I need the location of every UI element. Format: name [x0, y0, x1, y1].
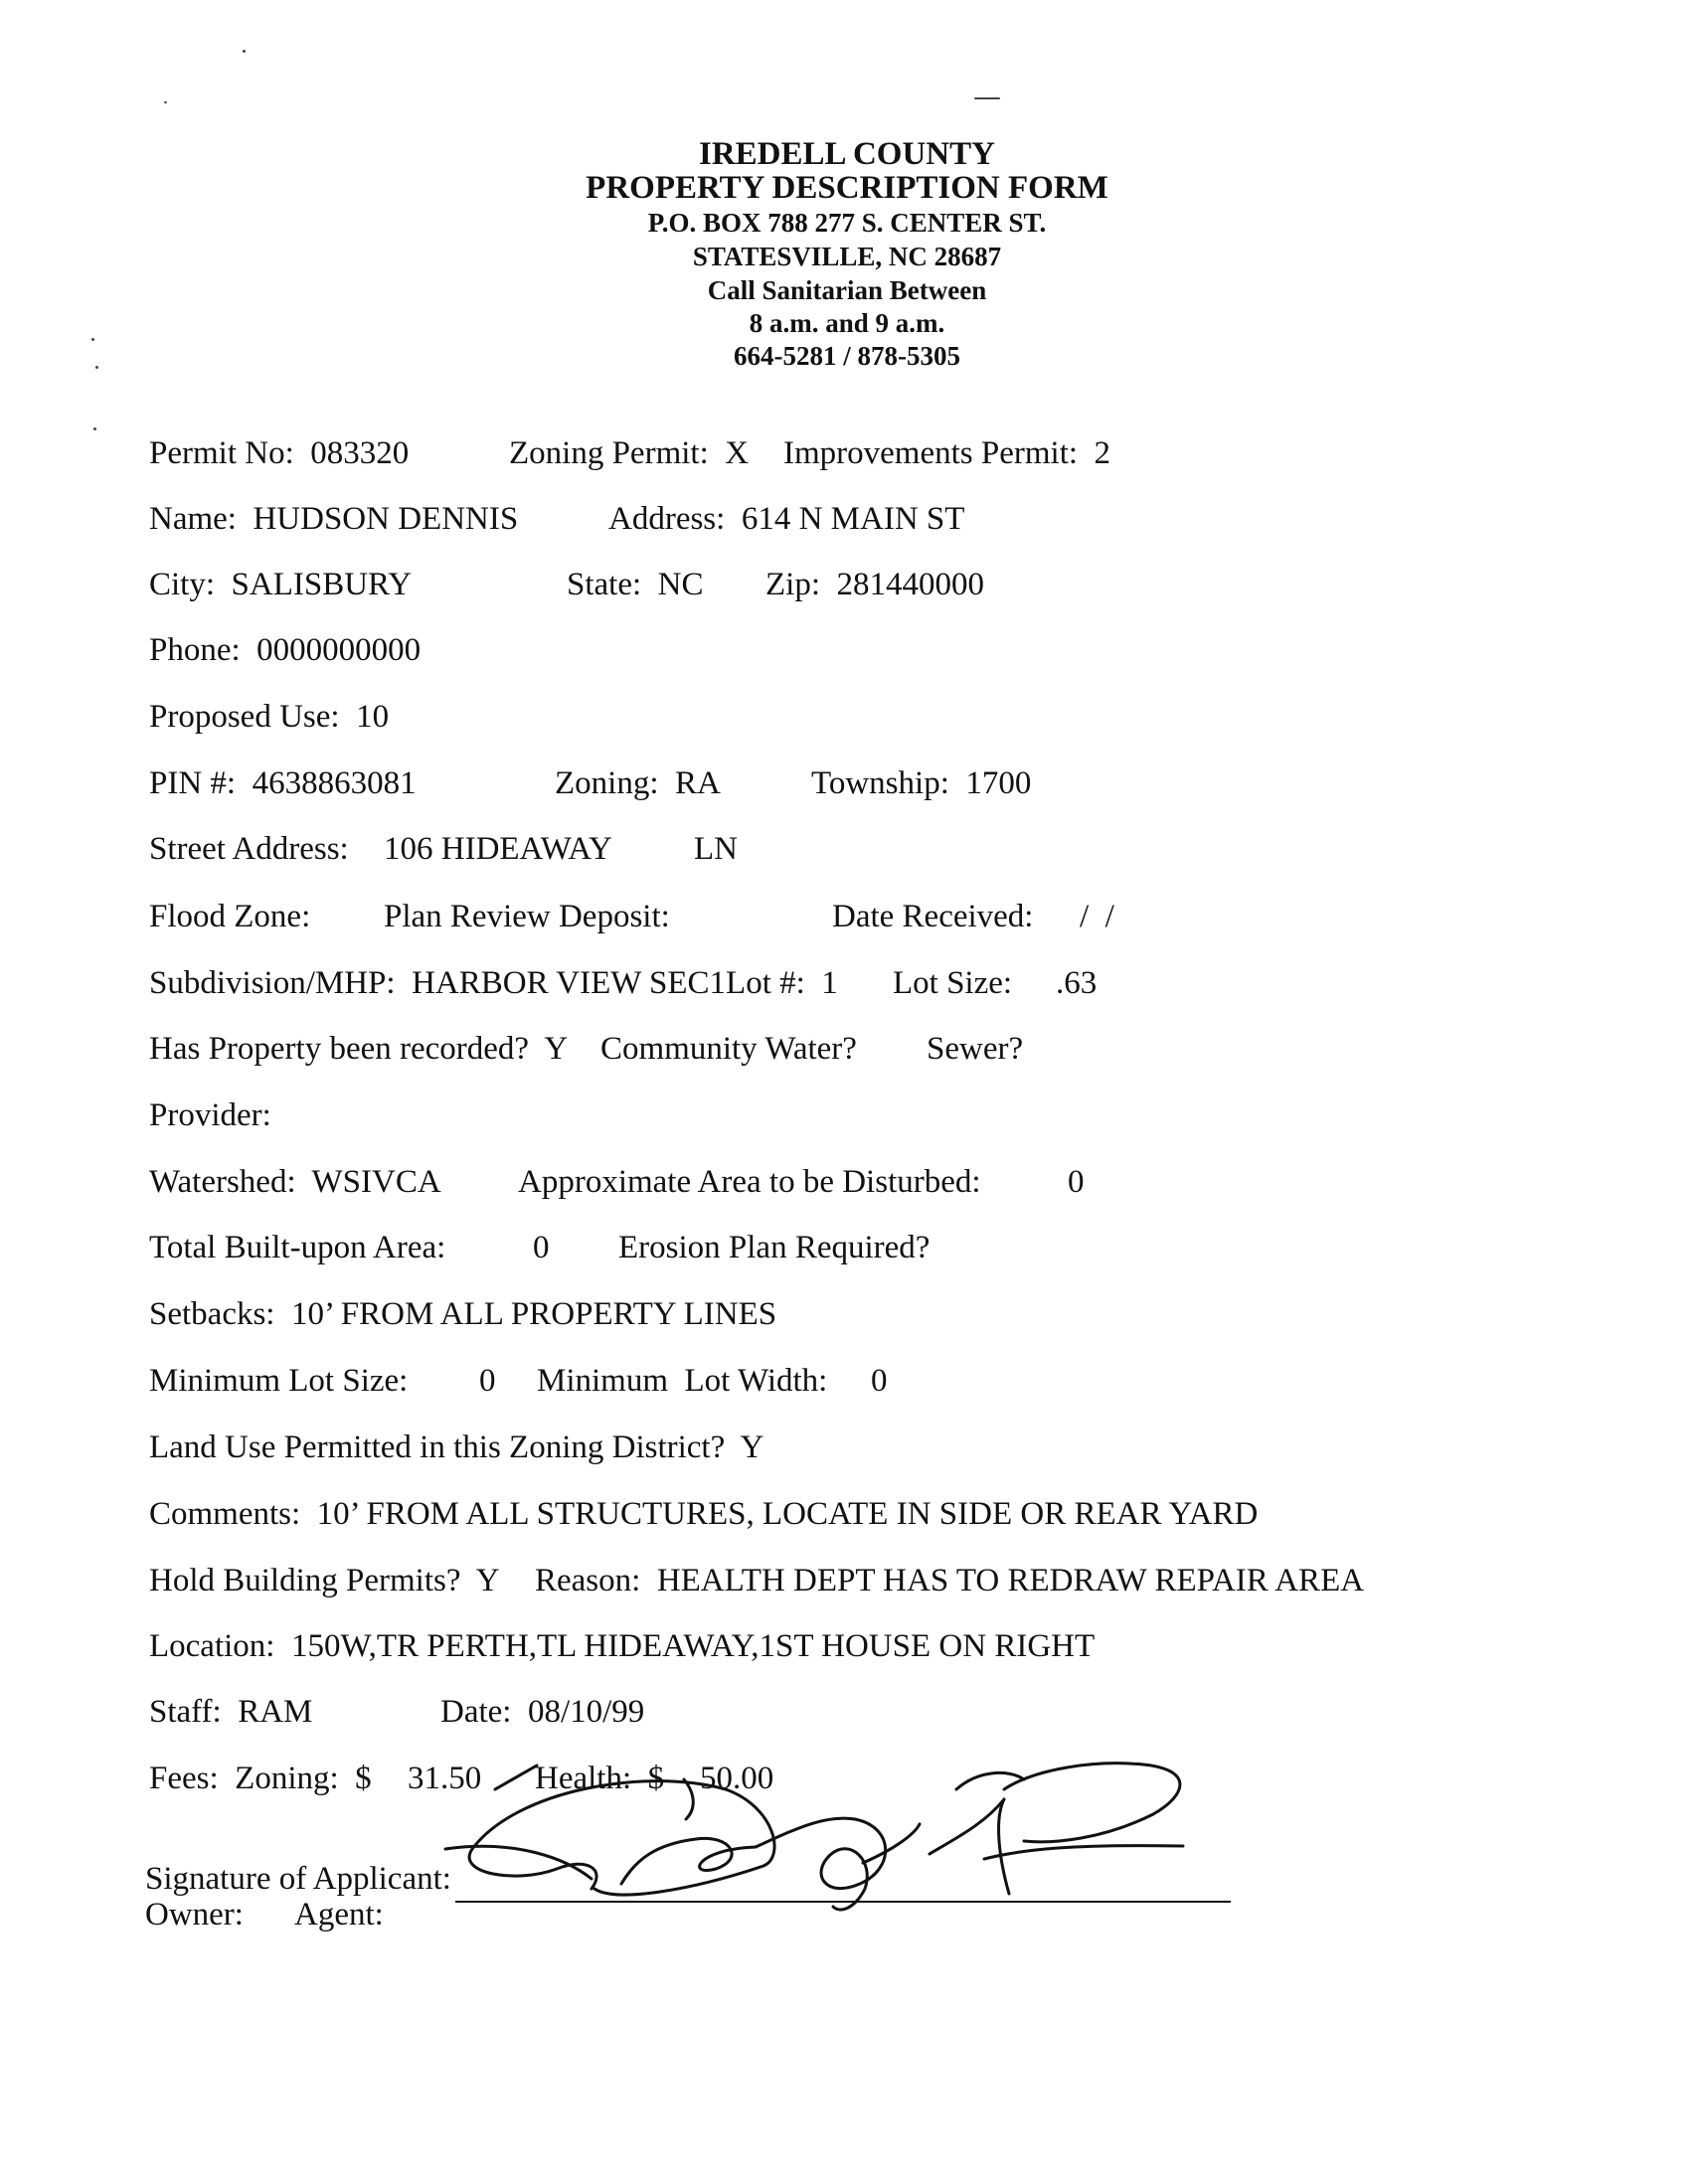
- permit-number: Permit No: 083320: [149, 435, 410, 471]
- land-use-permitted: Land Use Permitted in this Zoning District? Y: [149, 1429, 764, 1465]
- form-title: PROPERTY DESCRIPTION FORM: [586, 170, 1108, 206]
- built-upon-value: 0: [533, 1230, 550, 1265]
- staff: Staff: RAM: [149, 1694, 313, 1730]
- property-recorded: Has Property been recorded? Y: [149, 1031, 569, 1067]
- zoning-district: Zoning: RA: [555, 765, 721, 801]
- plan-review-deposit: Plan Review Deposit:: [384, 899, 670, 934]
- subdivision-lot: Subdivision/MHP: HARBOR VIEW SEC1Lot #: 1: [149, 965, 838, 1001]
- pin-number: PIN #: 4638863081: [149, 765, 417, 801]
- hold-building-permits: Hold Building Permits? Y: [149, 1563, 500, 1598]
- applicant-zip: Zip: 281440000: [765, 567, 984, 602]
- setbacks: Setbacks: 10’ FROM ALL PROPERTY LINES: [149, 1296, 777, 1332]
- street-address-value: 106 HIDEAWAY: [384, 831, 612, 867]
- signature-label: Signature of Applicant:: [145, 1861, 451, 1897]
- min-lot-width-label: Minimum Lot Width:: [537, 1363, 828, 1399]
- date-received-label: Date Received:: [832, 899, 1034, 934]
- call-instructions: Call Sanitarian Between: [707, 275, 987, 305]
- applicant-state: State: NC: [567, 567, 704, 602]
- office-address: P.O. BOX 788 277 S. CENTER ST.: [647, 208, 1047, 238]
- street-suffix: LN: [694, 831, 738, 867]
- fees-zoning-label: Fees: Zoning: $: [149, 1761, 372, 1796]
- location: Location: 150W,TR PERTH,TL HIDEAWAY,1ST HOUSE ON RIGHT: [149, 1628, 1096, 1664]
- community-water: Community Water?: [600, 1031, 857, 1067]
- sewer: Sewer?: [927, 1031, 1024, 1067]
- office-city: STATESVILLE, NC 28687: [692, 242, 1002, 271]
- proposed-use: Proposed Use: 10: [149, 699, 390, 735]
- area-disturbed-value: 0: [1068, 1164, 1085, 1200]
- owner-label: Owner:: [145, 1897, 244, 1932]
- min-lot-size-label: Minimum Lot Size:: [149, 1363, 409, 1399]
- call-hours: 8 a.m. and 9 a.m.: [749, 308, 945, 338]
- lot-size-label: Lot Size:: [893, 965, 1013, 1001]
- fees-zoning-value: 31.50: [408, 1761, 482, 1796]
- watershed: Watershed: WSIVCA: [149, 1164, 441, 1200]
- scan-speck: [974, 97, 1000, 99]
- improvements-permit: Improvements Permit: 2: [783, 435, 1111, 471]
- comments: Comments: 10’ FROM ALL STRUCTURES, LOCATE IN SIDE OR REAR YARD: [149, 1496, 1259, 1532]
- date-received-value: / /: [1080, 899, 1114, 934]
- zoning-permit: Zoning Permit: X: [509, 435, 750, 471]
- flood-zone: Flood Zone:: [149, 899, 311, 934]
- applicant-phone: Phone: 0000000000: [149, 632, 422, 668]
- scan-speck: [91, 338, 94, 341]
- county-title: IREDELL COUNTY: [699, 136, 995, 172]
- fees-health-value: 50.00: [700, 1761, 774, 1796]
- agent-label: Agent:: [294, 1897, 384, 1932]
- fees-health-label: Health: $: [535, 1761, 665, 1796]
- applicant-name: Name: HUDSON DENNIS: [149, 501, 519, 537]
- built-upon-label: Total Built-upon Area:: [149, 1230, 446, 1265]
- form-date: Date: 08/10/99: [440, 1694, 645, 1730]
- min-lot-width-value: 0: [871, 1363, 888, 1399]
- erosion-plan: Erosion Plan Required?: [618, 1230, 931, 1265]
- lot-size-value: .63: [1056, 965, 1098, 1001]
- area-disturbed-label: Approximate Area to be Disturbed:: [518, 1164, 981, 1200]
- applicant-address: Address: 614 N MAIN ST: [608, 501, 965, 537]
- office-phones: 664-5281 / 878-5305: [734, 341, 960, 371]
- street-address-label: Street Address:: [149, 831, 349, 867]
- scan-speck: [243, 50, 246, 53]
- min-lot-size-value: 0: [479, 1363, 496, 1399]
- applicant-city: City: SALISBURY: [149, 567, 413, 602]
- provider: Provider:: [149, 1097, 271, 1133]
- scan-speck: [93, 427, 96, 430]
- scan-speck: [95, 366, 98, 369]
- township: Township: 1700: [811, 765, 1032, 801]
- hold-reason: Reason: HEALTH DEPT HAS TO REDRAW REPAIR AREA: [535, 1563, 1365, 1598]
- scan-speck: [164, 101, 167, 103]
